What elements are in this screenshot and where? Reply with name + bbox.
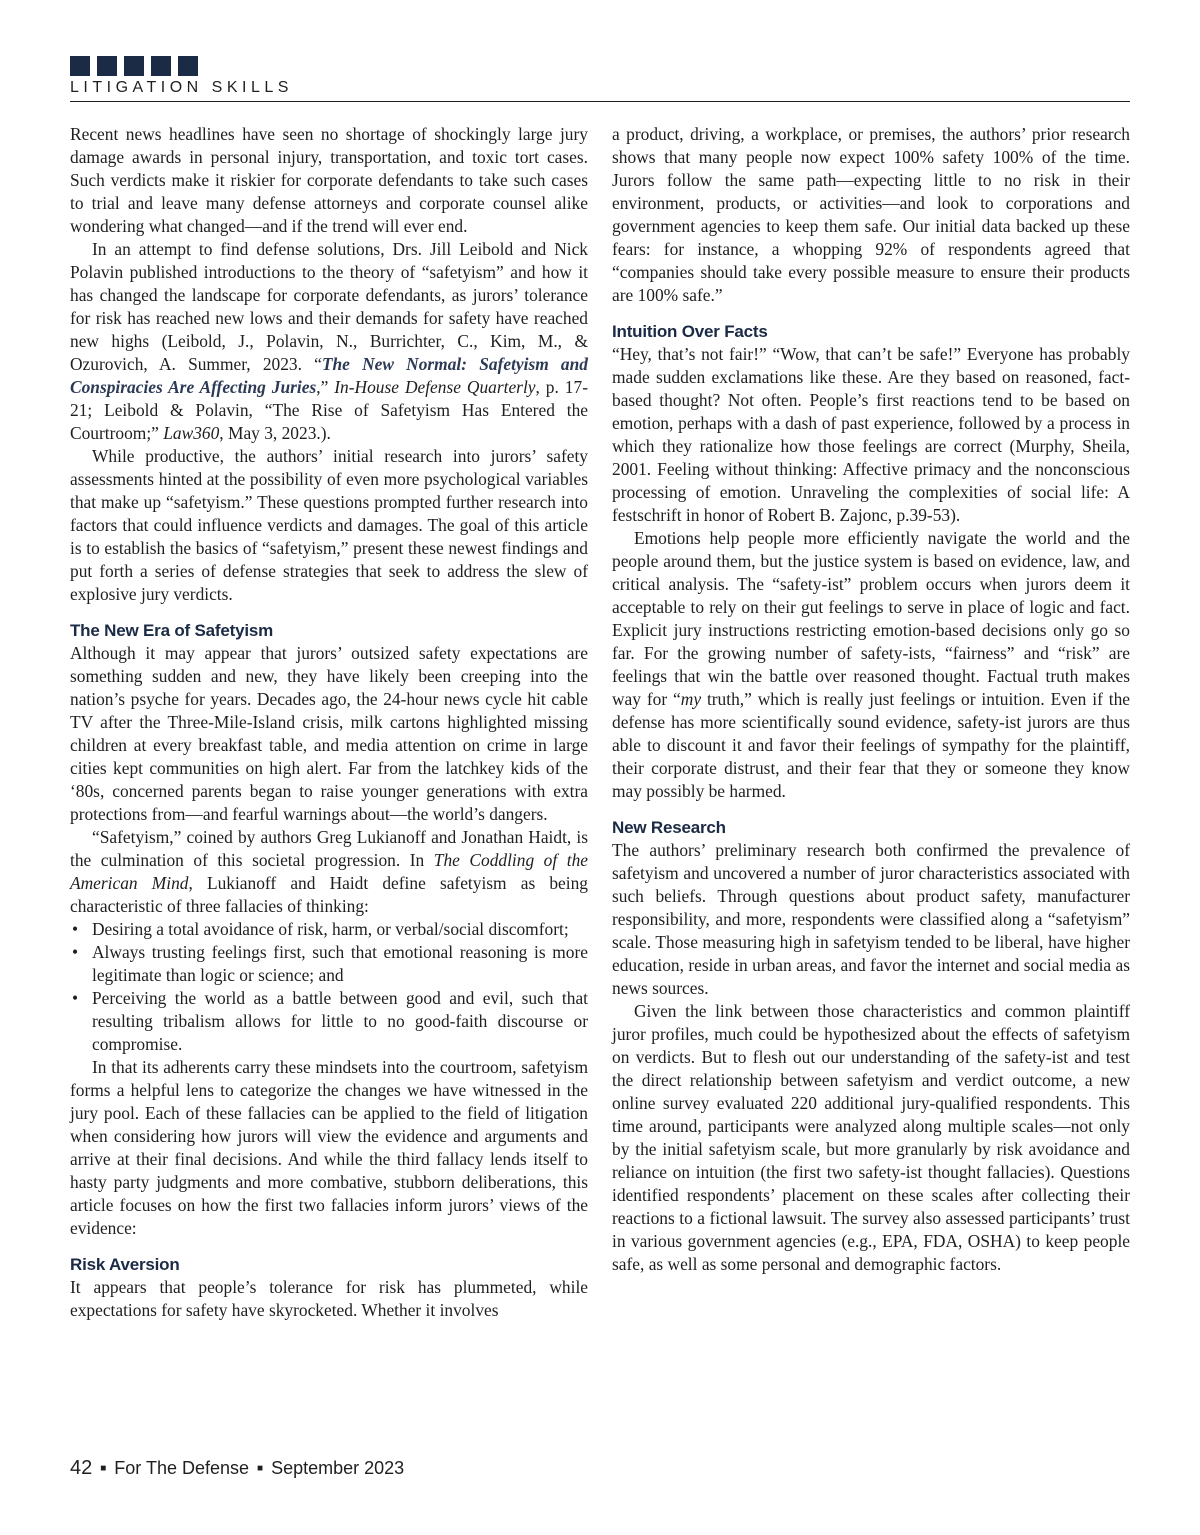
paragraph: “Hey, that’s not fair!” “Wow, that can’t be safe!” Everyone has probably made sudden exclamations like these. Are they based on reasoned, fact-based thought? Not often. People’s first reactions tend to be based on emotion, perhaps with a dash of past experience, followed by a process in which they rationalize how those feelings are correct (Murphy, Sheila, 2001. Feeling without thinking: Affective primacy and the nonconscious processing of emotion. Unraveling the complexities of social life: A festschrift in honor of Robert B. Zajonc, p.39-53). (612, 344, 1130, 525)
paragraph: Although it may appear that jurors’ outsized safety expectations are something sudden and new, they have likely been creeping into the nation’s psyche for years. Decades ago, the 24-hour news cycle hit cable TV after the Three-Mile-Island crisis, milk cartons highlighted missing children at every breakfast table, and media attention on crime in large cities kept communities on high alert. Far from the latchkey kids of the ‘80s, concerned parents began to raise younger generations with extra protections from—and fearful warnings about—the world’s dangers. (70, 643, 588, 824)
paragraph: Given the link between those characteristics and common plaintiff juror profiles, much could be hypothesized about the effects of safetyism on verdicts. But to flesh out our understanding of the safety-ist and test the direct relationship between safetyism and verdict outcome, a new online survey evaluated 220 additional jury-qualified respondents. This time around, participants were analyzed along multiple scales—not only by the initial safetyism scale, but more granularly by risk avoidance and reliance on intuition (the first two safety-ist thought fallacies). Questions identified respondents’ placement on these scales after collecting their reactions to a fictional lawsuit. The survey also assessed participants’ trust in various government agencies (e.g., EPA, FDA, OSHA) to keep people safe, as well as some personal and demographic factors. (612, 1001, 1130, 1274)
paragraph (612, 527, 1130, 803)
fallacies-list (70, 918, 588, 1056)
text-run: , May 3, 2023.). (219, 423, 331, 443)
page-header (70, 56, 1130, 98)
text-run: In an attempt to find defense solutions, Drs. Jill Leibold and Nick Polavin published introductions to the theory of “safetyism” and how it has changed the landscape for corporate defendants, as jurors’ tolerance for risk has reached new lows and their demands for safety have reached new highs (Leibold, J., Polavin, N., Burrichter, C., Kim, M., & Ozurovich, A. Summer, 2023. “ (70, 239, 588, 374)
section-heading: New Research (612, 818, 726, 837)
cited-article-title: The New Normal: Safetyism and Conspiracies Are Affecting Juries (70, 354, 588, 397)
section-heading: The New Era of Safetyism (70, 621, 274, 640)
text-run: , p. 17-21; Leibold & Polavin, “The Rise of Safetyism Has Entered the Courtroom;” (70, 377, 588, 443)
text-run: ,” (316, 377, 335, 397)
header-squares-decoration (70, 56, 1130, 76)
text-run: , Lukianoff and Haidt define safetyism as being characteristic of three fallacies of thinking: (70, 873, 588, 916)
paragraph: a product, driving, a workplace, or premises, the authors’ prior research shows that many people now expect 100% safety 100% of the time. Jurors follow the same path—expecting little to no risk in their environment, products, or activities—and look to corporations and government agencies to keep them safe. Our initial data backed up these fears: for instance, a whopping 92% of respondents agreed that “companies should take every possible measure to ensure their products are 100% safe.” (612, 124, 1130, 305)
paragraph: While productive, the authors’ initial research into jurors’ safety assessments hinted at the possibility of even more psychological variables that make up “safetyism.” These questions prompted further research into factors that could influence verdicts and damages. The goal of this article is to establish the basics of “safetyism,” present these newest findings and put forth a series of defense strategies that seek to address the slew of explosive jury verdicts. (70, 446, 588, 604)
cited-journal: In-House Defense Quarterly (334, 377, 536, 397)
header-square (124, 56, 144, 76)
header-square (70, 56, 90, 76)
list-item: • Always trusting feelings first, such that emotional reasoning is more legitimate than logic or science; and (70, 941, 588, 987)
cited-publication: Law360 (163, 423, 220, 443)
paragraph (70, 826, 588, 918)
left-column (70, 123, 588, 1322)
text-run: Emotions help people more efficiently navigate the world and the people around them, but the justice system is based on evidence, law, and critical analysis. The “safety-ist” problem occurs when jurors deem it acceptable to rely on their gut feelings to serve in place of logic and fact. Explicit jury instructions restricting emotion-based decisions only go so far. For the growing number of safety-ists, “fairness” and “risk” are feelings that win the battle over reasoned thought. Factual truth makes way for “ (612, 528, 1130, 709)
section-label: LITIGATION SKILLS (70, 79, 293, 96)
paragraph: It appears that people’s tolerance for risk has plummeted, while expectations for safety have skyrocketed. Whether it involves (70, 1277, 588, 1320)
emphasized-word: my (680, 689, 702, 709)
header-square (178, 56, 198, 76)
page-footer (70, 1456, 404, 1481)
header-rule (70, 101, 1130, 102)
section-heading: Risk Aversion (70, 1255, 180, 1274)
section-heading: Intuition Over Facts (612, 322, 768, 341)
cited-book-title: The Coddling of the American Mind (70, 850, 588, 893)
page-number: 42 (70, 1457, 93, 1479)
header-square (151, 56, 171, 76)
text-run: “Safetyism,” coined by authors Greg Lukianoff and Jonathan Haidt, is the culmination of this societal progression. In (70, 827, 588, 870)
footer-separator: ■ (257, 1463, 264, 1475)
publication-name: For The Defense (114, 1458, 250, 1478)
footer-separator: ■ (100, 1463, 107, 1475)
list-item: • Desiring a total avoidance of risk, harm, or verbal/social discomfort; (70, 918, 588, 941)
list-item: • Perceiving the world as a battle between good and evil, such that resulting tribalism allows for little to no good-faith discourse or compromise. (70, 987, 588, 1056)
paragraph: The authors’ preliminary research both confirmed the prevalence of safetyism and uncovered a number of juror characteristics associated with such beliefs. Through questions about product safety, manufacturer responsibility, and more, respondents were classified along a “safetyism” scale. Those measuring high in safetyism tended to be liberal, have higher education, reside in urban areas, and favor the internet and social media as news sources. (612, 840, 1130, 998)
header-square (97, 56, 117, 76)
right-column (612, 123, 1130, 1276)
paragraph (70, 238, 588, 445)
paragraph: In that its adherents carry these mindsets into the courtroom, safetyism forms a helpful lens to categorize the changes we have witnessed in the jury pool. Each of these fallacies can be applied to the field of litigation when considering how jurors will view the evidence and arguments and arrive at their final decisions. And while the third fallacy lends itself to hasty party judgments and more combative, stubborn deliberations, this article focuses on how the first two fallacies inform jurors’ views of the evidence: (70, 1057, 588, 1238)
paragraph: Recent news headlines have seen no shortage of shockingly large jury damage awards in personal injury, transportation, and toxic tort cases. Such verdicts make it riskier for corporate defendants to take such cases to trial and leave many defense attorneys and corporate counsel alike wondering what changed—and if the trend will ever end. (70, 124, 588, 236)
text-run: truth,” which is really just feelings or intuition. Even if the defense has more scientifically sound evidence, safety-ist jurors are thus able to discount it and favor their feelings of sympathy for the plaintiff, their corporate distrust, and their fear that they or someone they know may possibly be harmed. (612, 689, 1130, 801)
issue-date: September 2023 (271, 1458, 405, 1478)
